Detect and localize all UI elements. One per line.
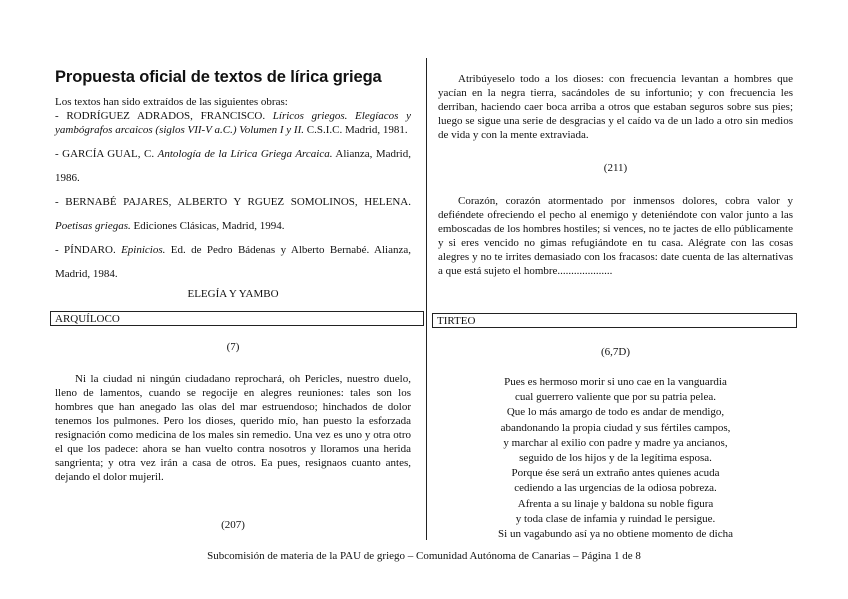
- right-column: [438, 72, 793, 278]
- fragment-number: (6,7D): [600, 346, 631, 358]
- poem-line: Pues es hermoso morir si uno cae en la vanguardia: [504, 376, 727, 388]
- left-column: [55, 68, 411, 300]
- poem-block: [438, 375, 793, 542]
- author-box-arquiloco: ARQUÍLOCO: [50, 311, 424, 326]
- source-entry-1: - RODRÍGUEZ ADRADOS, FRANCISCO. Líricos griegos. Elegíacos y yambógrafos arcaicos (siglos VII-V a.C.) Volumen I y II. C.S.I.C. Madrid, 1981.: [55, 110, 411, 136]
- fragment-number: (211): [603, 162, 628, 174]
- section-label: ELEGÍA Y YAMBO: [187, 288, 279, 300]
- fragment-number: (207): [221, 519, 245, 531]
- author-box-tirteo: TIRTEO: [432, 313, 797, 328]
- poem-line: abandonando la propia ciudad y sus fértiles campos,: [500, 421, 731, 434]
- fragment-text: Atribúyeselo todo a los dioses: con frecuencia levantan a hombres que yacían en la negra tierra, sacándoles de su infortunio; y con frecuencia les derriban, haciendo caer boca arriba a otros que estaban seguros sobre sus pies; luego se sigue una serie de desgracias y el caído va de un lado a otro sin medios de vida y con la mente extraviada.: [438, 73, 793, 141]
- poem-line: Si un vagabundo así ya no obtiene momento de dicha: [498, 528, 733, 541]
- source-entry-2: - GARCÍA GUAL, C. Antología de la Lírica Griega Arcaica. Alianza, Madrid, 1986.: [55, 148, 411, 184]
- page-footer: Subcomisión de materia de la PAU de griego – Comunidad Autónoma de Canarias – Página 1 de 8: [207, 550, 641, 562]
- poem-line: cediendo a las urgencias de la odiosa pobreza.: [514, 482, 717, 495]
- poem-line: seguido de los hijos y de la legítima esposa.: [519, 452, 712, 465]
- source-entry-4: - PÍNDARO. Epinicios. Ed. de Pedro Bádenas y Alberto Bernabé. Alianza, Madrid, 1984.: [55, 244, 411, 280]
- intro-text: Los textos han sido extraídos de las siguientes obras:: [55, 96, 288, 108]
- poem-line: cual guerrero valiente que por su patria pelea.: [515, 391, 716, 404]
- page-title: Propuesta oficial de textos de lírica griega: [55, 68, 382, 86]
- fragment-number: (7): [226, 341, 240, 353]
- poem-line: Porque ése será un extraño antes quienes acuda: [511, 467, 720, 480]
- column-divider: [426, 58, 427, 540]
- source-entry-3: - BERNABÉ PAJARES, ALBERTO Y RGUEZ SOMOLINOS, HELENA. Poetisas griegas. Ediciones Clásicas, Madrid, 1994.: [55, 196, 411, 232]
- poem-line: Afrenta a su linaje y baldona su noble figura: [517, 497, 714, 510]
- poem-line: y toda clase de infamia y ruindad le persigue.: [515, 512, 716, 525]
- poem-line: Que lo más amargo de todo es andar de mendigo,: [506, 406, 725, 419]
- fragment-text: Ni la ciudad ni ningún ciudadano reprochará, oh Pericles, nuestro duelo, lleno de lamentos, cuando se regocije en alegres reuniones: tales son los hombres que han anegado las olas del mar estruendoso; hinchados de dolor tenemos los pulmones. Pero los dioses, querido mío, han puesto la esforzada resignación como medicina de los males sin remedio. Una vez es uno y otra otro el que los padece: ahora se han vuelto contra nosotros y lloramos una herida sangrienta; y otra vez irán a casa de otros. Ea pues, resignaos cuanto antes, dejando el dolor mujeril.: [55, 373, 411, 483]
- fragment-text: Corazón, corazón atormentado por inmensos dolores, cobra valor y defiéndete ofreciendo el pecho al enemigo y deteniéndote con valor junto a las emboscadas de los hombres hostiles; si vences, no te jactes de ello públicamente y si eres vencido no gimas refugiándote en tu casa. Alégrate con las cosas alegres y no te irrites demasiado con los fracasos: date cuenta de las alternativas a que está sujeto el hombre....................: [438, 195, 793, 277]
- poem-line: y marchar al exilio con padre y madre ya ancianos,: [503, 436, 728, 449]
